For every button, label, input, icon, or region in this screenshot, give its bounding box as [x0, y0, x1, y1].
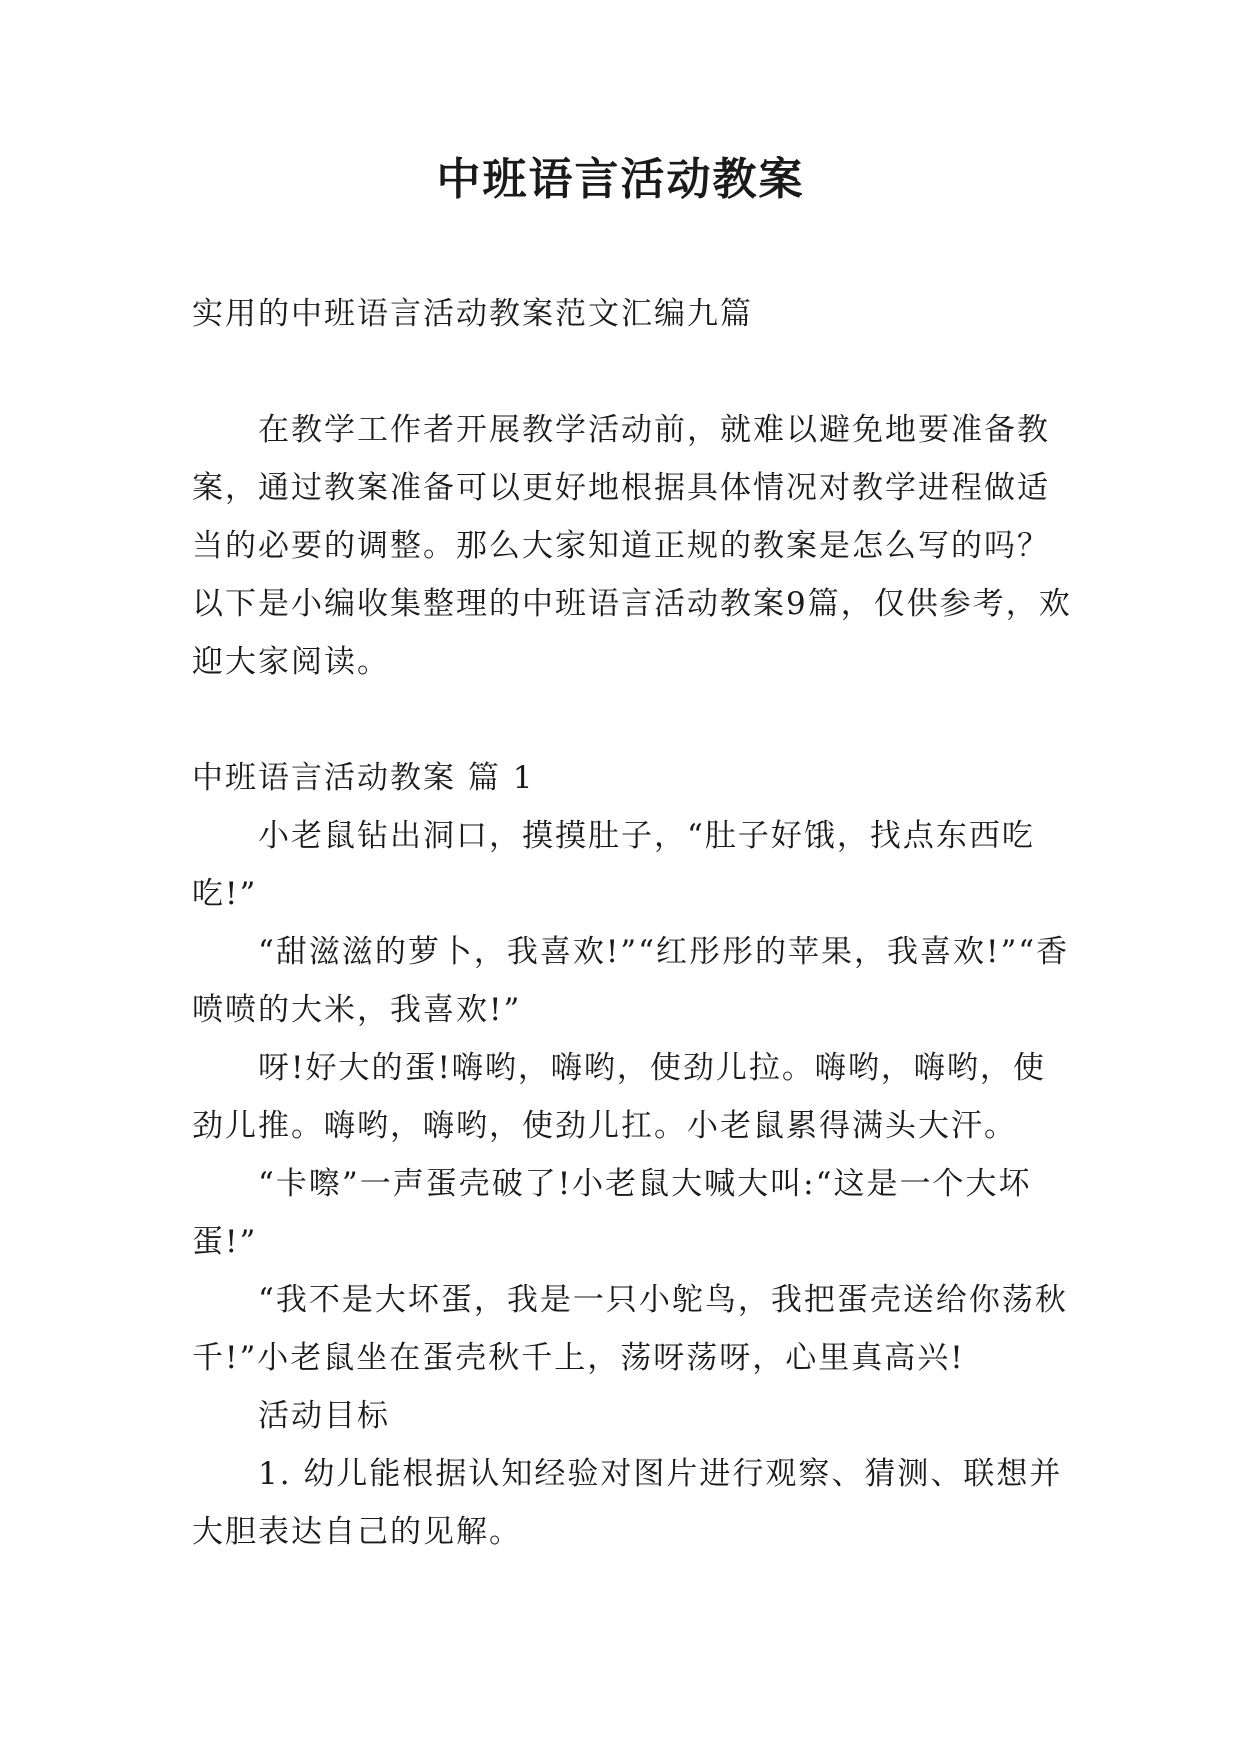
body-paragraph: “卡嚓”一声蛋壳破了!小老鼠大喊大叫:“这是一个大坏蛋!” — [192, 1166, 1032, 1260]
goal-item: 1. 幼儿能根据认知经验对图片进行观察、猜测、联想并大胆表达自己的见解。 — [192, 1456, 1063, 1550]
document-subtitle: 实用的中班语言活动教案范文汇编九篇 — [192, 296, 753, 332]
activity-goals-heading: 活动目标 — [258, 1398, 390, 1434]
document-title: 中班语言活动教案 — [436, 154, 805, 205]
intro-paragraph: 在教学工作者开展教学活动前，就难以避免地要准备教案，通过教案准备可以更好地根据具体情况对教学进程做适当的必要的调整。那么大家知道正规的教案是怎么写的吗？以下是小编收集整理的中班语言活动教案9篇，仅供参考，欢迎大家阅读。 — [192, 412, 1072, 680]
body-paragraph: 呀!好大的蛋!嗨哟，嗨哟，使劲儿拉。嗨哟，嗨哟，使劲儿推。嗨哟，嗨哟，使劲儿扛。小老鼠累得满头大汗。 — [192, 1050, 1046, 1144]
body-paragraph: “我不是大坏蛋，我是一只小鸵鸟，我把蛋壳送给你荡秋千!”小老鼠坐在蛋壳秋千上，荡呀荡呀，心里真高兴! — [192, 1282, 1068, 1376]
body-paragraph: 小老鼠钻出洞口，摸摸肚子，“肚子好饿，找点东西吃吃!” — [192, 818, 1035, 912]
section-heading: 中班语言活动教案 篇 1 — [192, 760, 535, 796]
body-paragraph: “甜滋滋的萝卜，我喜欢!”“红彤彤的苹果，我喜欢!”“香喷喷的大米，我喜欢!” — [192, 934, 1070, 1028]
document-body — [192, 285, 1072, 1561]
